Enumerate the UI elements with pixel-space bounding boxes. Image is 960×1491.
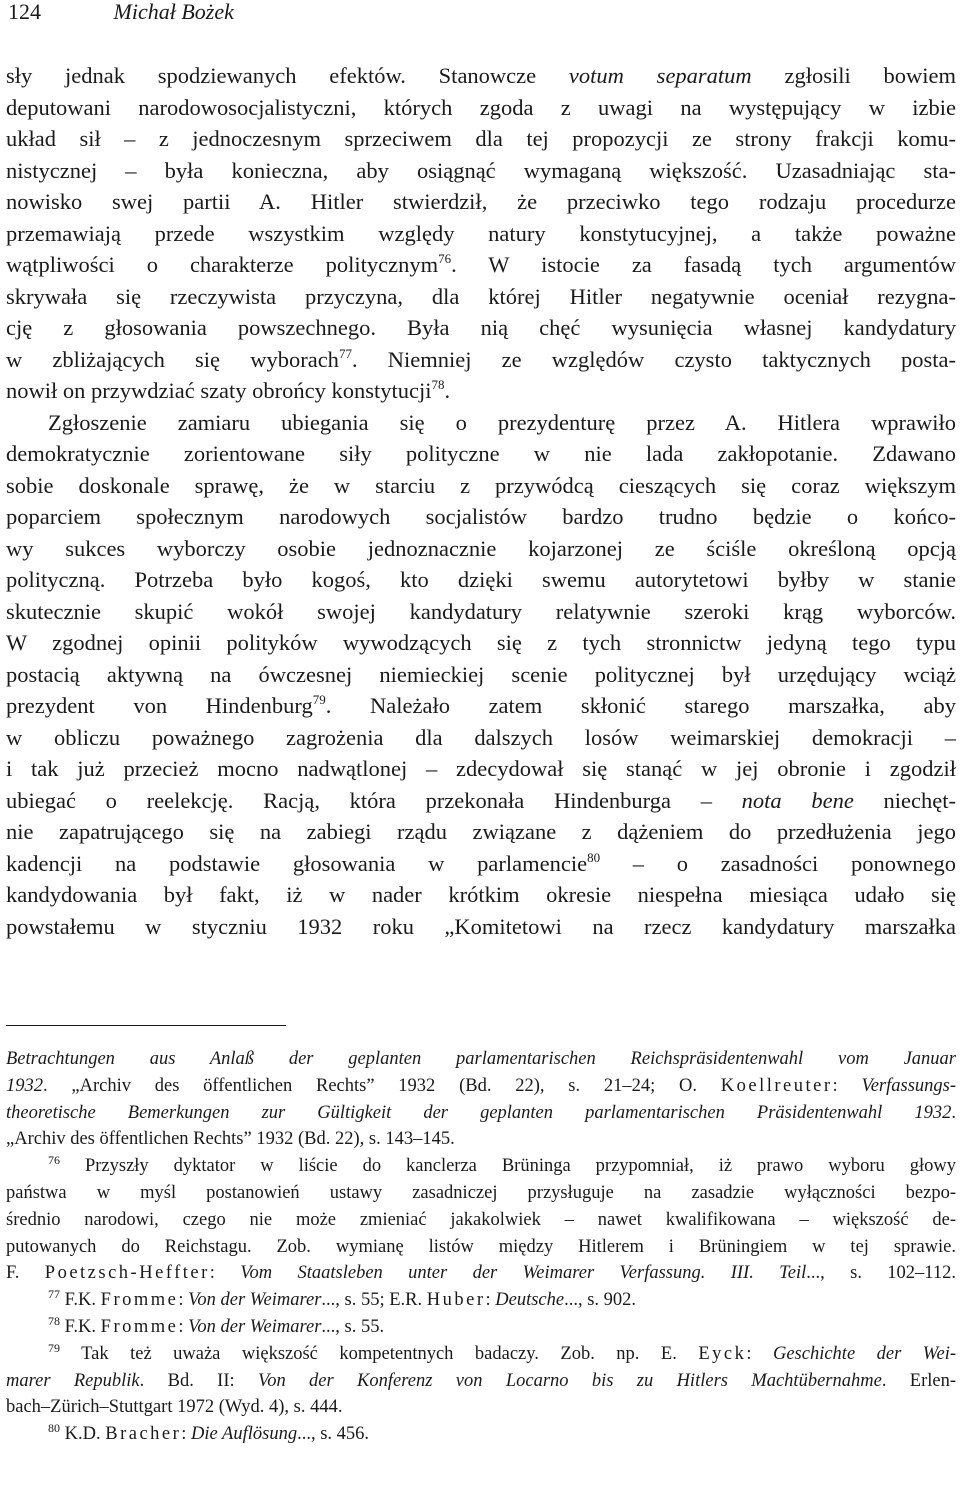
footnote-line [6, 1126, 956, 1153]
footnote-line [6, 1046, 956, 1073]
body-line [6, 407, 956, 439]
body-line [6, 218, 956, 250]
footnote-text-segment: ..., s. 456. [297, 1424, 370, 1445]
body-line [6, 596, 956, 628]
body-line [6, 533, 956, 565]
body-text-segment: 80 [587, 849, 601, 865]
body-text-segment: 78 [431, 377, 445, 392]
footnote-text-segment: K.D. [60, 1424, 106, 1445]
footnote-text-segment: ..., s. 55; E.R. [321, 1290, 427, 1311]
body-line [6, 344, 956, 376]
body-text-segment: 76 [438, 251, 452, 266]
body-text-segment: nowisko swej partii A. Hitler stwierdził, że przeciwko tego rodzaju procedurze [6, 189, 956, 214]
body-line [6, 659, 956, 691]
footnote-text-segment: Von der Weimarer [188, 1290, 322, 1311]
body-line [6, 911, 956, 943]
body-text-segment: prezydent von Hindenburg [6, 693, 313, 718]
footnote-text-segment: F.K. [60, 1290, 101, 1311]
body-line [6, 785, 956, 817]
footnote-text-segment: . „Archiv des öffentlichen Rechts” 1932 (Bd. 22), s. 21–24; O. [43, 1075, 721, 1096]
footnote-line [6, 1234, 956, 1261]
body-line [6, 186, 956, 218]
body-text-segment: deputowani narodowosocjalistyczni, których zgoda z uwagi na występujący w izbie [6, 94, 956, 120]
body-text-segment: wy sukces wyborczy osobie jednoznacznie kojarzonej ze ściśle określoną opcją [6, 535, 956, 561]
body-line [6, 816, 956, 848]
body-text-segment: sły jednak spodziewanych efektów. Stanowcze [6, 63, 569, 88]
footnote-text-segment: Die Auflösung [191, 1424, 298, 1445]
footnote-text-segment: ..., s. 902. [564, 1290, 637, 1311]
body-text-segment: w zbliżających się wyborach [6, 346, 339, 372]
footnote-text-segment: theoretische Bemerkungen zur Gültigkeit der geplanten parlamentarischen Präsidentenwahl 1932 [6, 1102, 952, 1123]
footnote-text-segment: . Bd. II: [139, 1370, 258, 1391]
body-text-segment: – o zasadności ponownego [600, 850, 956, 876]
footnote-line [6, 1394, 956, 1421]
body-line [6, 848, 956, 880]
body-text-segment: skutecznie skupić wokół swojej kandydatury relatywnie szeroki krąg wyborców. [6, 598, 956, 624]
footnote-text-segment: ..., s. 102–112. [806, 1263, 956, 1284]
body-text-segment: 77 [338, 345, 352, 361]
body-text-segment: skrywała się rzeczywista przyczyna, dla której Hitler negatywnie oceniał rezygna- [6, 283, 956, 309]
footnote-text-segment: Huber [426, 1290, 486, 1311]
footnote-text-segment: : [178, 1316, 189, 1337]
body-line [6, 470, 956, 502]
footnote-text-segment: Betrachtungen aus Anlaß der geplanten parlamentarischen Reichspräsidentenwahl vom Januar [6, 1049, 956, 1069]
footnote-text-segment: 80 [48, 1421, 60, 1436]
footnote-text-segment: Verfassungs- [861, 1075, 957, 1096]
footnote-text-segment: Bracher [105, 1424, 182, 1445]
footnote-text-segment: : [832, 1075, 862, 1096]
body-text-segment: . Należało zatem skłonić starego marszałka, aby [325, 693, 957, 718]
body-text-segment: niechęt- [853, 787, 956, 813]
footnote-text-segment: : [209, 1263, 241, 1284]
body-text-segment: cję z głosowania powszechnego. Była nią chęć wysunięcia własnej kandydatury [6, 315, 956, 340]
body-line [6, 123, 956, 155]
footnotes [6, 1046, 956, 1448]
body-text-segment: . W istocie za fasadą tych argumentów [451, 252, 956, 277]
body-text-segment: nie zapatrującego się na zabiegi rządu związane z dążeniem do przedłużenia jego [6, 819, 956, 844]
footnote-text-segment: 78 [48, 1313, 60, 1328]
footnote-line [6, 1421, 956, 1448]
body-line [6, 690, 956, 722]
footnote-text-segment: putowanych do Reichstagu. Zob. wymianę listów między Hitlerem i Brüningiem w tej sprawie. [6, 1236, 956, 1257]
body-line [6, 722, 956, 754]
footnote-line [6, 1073, 956, 1100]
footnote-text-segment: Eyck [698, 1343, 747, 1364]
footnote-text-segment: Tak też uważa większość kompetentnych badaczy. Zob. np. E. [60, 1343, 699, 1364]
body-text-segment: przemawiają przede wszystkim względy natury konstytucyjnej, a także poważne [6, 220, 956, 246]
body-line [6, 281, 956, 313]
footnote-text-segment: 1932 [6, 1075, 43, 1096]
running-header [8, 0, 234, 28]
footnote-text-segment: Przyszły dyktator w liście do kanclerza Brüninga przypomniał, iż prawo wyboru głowy [60, 1156, 956, 1177]
footnote-text-segment: : [485, 1290, 496, 1311]
footnote-text-segment: . Erlen- [881, 1370, 957, 1391]
footnote-line [6, 1287, 956, 1314]
body-text-segment: poparciem społecznym narodowych socjalistów bardzo trudno będzie o końco- [6, 504, 956, 529]
footnote-text-segment: F. [6, 1263, 45, 1284]
body-line [6, 753, 956, 785]
body-text-segment: wątpliwości o charakterze politycznym [6, 252, 439, 277]
body-text-segment: nowił on przywdziać szaty obrońcy konstytucji [6, 378, 432, 403]
body-text-segment: sobie doskonale sprawę, że w starciu z przywódcą cieszących się coraz większym [6, 472, 956, 498]
body-text-segment: nota bene [741, 787, 854, 813]
body-text-segment: powstałemu w styczniu 1932 roku „Komitetowi na rzecz kandydatury marszałka [6, 913, 956, 939]
footnote-text-segment: Von der Weimarer [188, 1316, 322, 1337]
body-text-segment: układ sił – z jednoczesnym sprzeciwem dla tej propozycji ze strony frakcji komu- [6, 126, 956, 151]
footnote-text-segment: średnio narodowi, czego nie może zmieniać jakakolwiek – nawet kwalifikowana – większość de- [6, 1209, 956, 1230]
body-line [6, 438, 956, 470]
body-line [6, 155, 956, 187]
footnote-text-segment: Geschichte der Wei- [772, 1343, 956, 1364]
footnote-text-segment: Poetzsch-Heffter [44, 1263, 210, 1284]
footnote-text-segment: : [746, 1343, 773, 1364]
footnote-text-segment: Deutsche [495, 1290, 565, 1311]
body-text-segment: kadencji na podstawie głosowania w parlamencie [6, 850, 588, 876]
footnote-text-segment: 77 [48, 1287, 60, 1302]
body-line [6, 627, 956, 659]
footnote-text-segment: ..., s. 55. [321, 1316, 385, 1337]
footnote-text-segment: 79 [48, 1340, 60, 1355]
footnote-text-segment: : [181, 1424, 192, 1445]
body-text-segment: Zgłoszenie zamiaru ubiegania się o prezydenturę przez A. Hitlera wprawiło [48, 409, 956, 435]
footnote-line [6, 1314, 956, 1341]
footnote-text-segment: państwa w myśl postanowień ustawy zasadniczej przysługuje na zasadzie wyłączności bezpo- [6, 1182, 956, 1203]
footnote-text-segment: Fromme [100, 1290, 179, 1311]
body-line [6, 249, 956, 281]
body-text-segment: nistycznej – była konieczna, aby osiągnąć wymaganą większość. Uzasadniając sta- [6, 157, 956, 183]
body-text-segment: votum separatum [568, 63, 752, 88]
footnote-line [6, 1207, 956, 1234]
main-text [6, 60, 956, 942]
footnote-line [6, 1100, 956, 1127]
footnote-line [6, 1341, 956, 1368]
running-author: Michał Bożek [113, 0, 234, 24]
footnote-text-segment: marer Republik [6, 1370, 140, 1391]
footnote-text-segment: Fromme [100, 1316, 179, 1337]
body-line [6, 312, 956, 344]
body-text-segment: postacią aktywną na ówczesnej niemieckiej scenie politycznej był urzędujący wciąż [6, 661, 956, 687]
footnote-text-segment: bach–Zürich–Stuttgart 1972 (Wyd. 4), s. 444. [6, 1397, 343, 1418]
body-text-segment: i tak już przecież mocno nadwątlonej – zdecydował się stanąć w jej obronie i zgodził [6, 756, 956, 781]
footnote-text-segment: Koellreuter [720, 1075, 833, 1096]
body-line [6, 564, 956, 596]
body-text-segment: polityczną. Potrzeba było kogoś, kto dzięki swemu autorytetowi byłby w stanie [6, 567, 956, 592]
body-text-segment: . Niemniej ze względów czysto taktycznych posta- [351, 346, 956, 372]
footnote-line [6, 1260, 956, 1287]
body-line [6, 501, 956, 533]
footnote-text-segment: 76 [48, 1153, 60, 1168]
body-text-segment: demokratycznie zorientowane siły polityczne w nie lada zakłopotanie. Zdawano [6, 441, 956, 466]
body-line [6, 60, 956, 92]
body-text-segment: W zgodnej opinii polityków wywodzących się z tych stronnictw jedyną tego typu [6, 630, 956, 655]
footnote-text-segment: F.K. [60, 1316, 101, 1337]
body-text-segment: zgłosili bowiem [751, 63, 956, 88]
body-line [6, 92, 956, 124]
page-number: 124 [8, 0, 41, 24]
footnote-line [6, 1153, 956, 1180]
footnote-line [6, 1368, 956, 1395]
footnote-separator [6, 1025, 286, 1026]
footnote-line [6, 1180, 956, 1207]
body-text-segment: w obliczu poważnego zagrożenia dla dalszych losów weimarskiej demokracji – [6, 724, 956, 750]
footnote-text-segment: Von der Konferenz von Locarno bis zu Hitlers Machtübernahme [257, 1370, 882, 1391]
body-line [6, 375, 956, 407]
body-text-segment: kandydowania był fakt, iż w nader krótkim okresie niespełna miesiąca udało się [6, 882, 956, 907]
body-text-segment: ubiegać o reelekcję. Racją, która przekonała Hindenburga – [6, 787, 742, 813]
body-text-segment: 79 [312, 692, 326, 707]
body-line [6, 879, 956, 911]
footnote-text-segment: . [951, 1102, 956, 1123]
body-text-segment: . [444, 378, 451, 403]
footnote-text-segment: „Archiv des öffentlichen Rechts” 1932 (Bd. 22), s. 143–145. [6, 1129, 455, 1150]
footnote-text-segment: : [178, 1290, 189, 1311]
footnote-text-segment: Vom Staatsleben unter der Weimarer Verfassung. III. Teil [240, 1263, 807, 1284]
